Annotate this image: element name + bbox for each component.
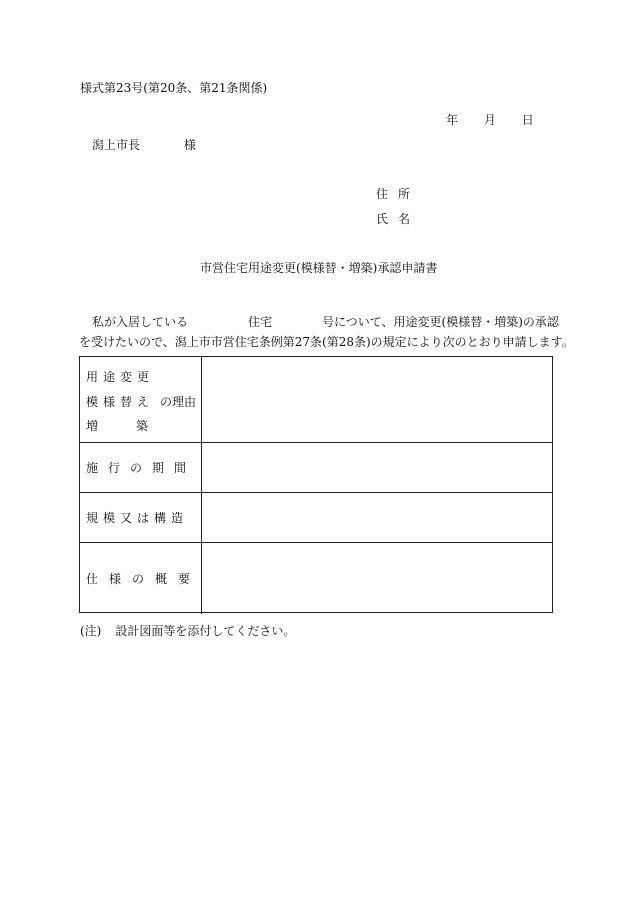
scale-value-field[interactable] — [202, 493, 552, 542]
footnote-mark: (注) — [80, 624, 102, 638]
form-number: 様式第23号(第20条、第21条関係) — [80, 81, 268, 95]
applicant-address-label: 住所 — [376, 187, 421, 201]
date-month-label: 月 — [483, 113, 496, 127]
table-row-scale — [80, 493, 552, 543]
spec-value-field[interactable] — [202, 543, 552, 614]
spec-label: 仕様の概要 — [86, 572, 202, 586]
table-row-spec — [80, 543, 552, 614]
applicant-name-label: 氏名 — [376, 212, 421, 226]
date-line — [446, 114, 534, 126]
addressee-honorific: 様 — [183, 138, 196, 152]
addressee-mayor: 潟上市長 — [92, 138, 141, 152]
table-row-period — [80, 443, 552, 493]
purpose-label-line-2 — [86, 396, 196, 408]
table-row-purpose — [80, 357, 552, 443]
addressee — [92, 139, 196, 151]
purpose-label-extension-2: 築 — [136, 419, 149, 433]
scale-label-cell — [80, 493, 202, 542]
body-text-part-2: 住宅 — [248, 315, 273, 329]
body-text-part-1: 私が入居している — [92, 315, 189, 329]
period-value-field[interactable] — [202, 443, 552, 492]
purpose-label-line-1: 用途変更 — [86, 370, 155, 384]
application-table — [79, 356, 553, 613]
document-title: 市営住宅用途変更(模様替・増築)承認申請書 — [200, 261, 438, 275]
period-label: 施行の期間 — [86, 461, 197, 475]
date-day-label: 日 — [521, 113, 534, 127]
purpose-value-field[interactable] — [202, 357, 552, 442]
purpose-label-remodel: 模様替え — [86, 395, 155, 409]
purpose-label-reason: の理由 — [160, 395, 197, 409]
period-label-cell — [80, 443, 202, 492]
body-text-line-2: を受けたいので、潟上市市営住宅条例第27条(第28条)の規定により次のとおり申請します。 — [79, 335, 574, 349]
footnote — [80, 625, 295, 637]
body-text-part-3: 号について、用途変更(模様替・増築)の承認 — [322, 315, 559, 329]
footnote-text: 設計図面等を添付してください。 — [115, 624, 296, 638]
scale-label: 規模又は構造 — [86, 511, 189, 525]
purpose-label-line-3 — [86, 420, 148, 432]
purpose-label-extension-1: 増 — [86, 419, 99, 433]
body-text-line-1 — [92, 316, 559, 328]
date-year-label: 年 — [446, 113, 459, 127]
spec-label-cell — [80, 543, 202, 614]
purpose-label-cell — [80, 357, 202, 442]
